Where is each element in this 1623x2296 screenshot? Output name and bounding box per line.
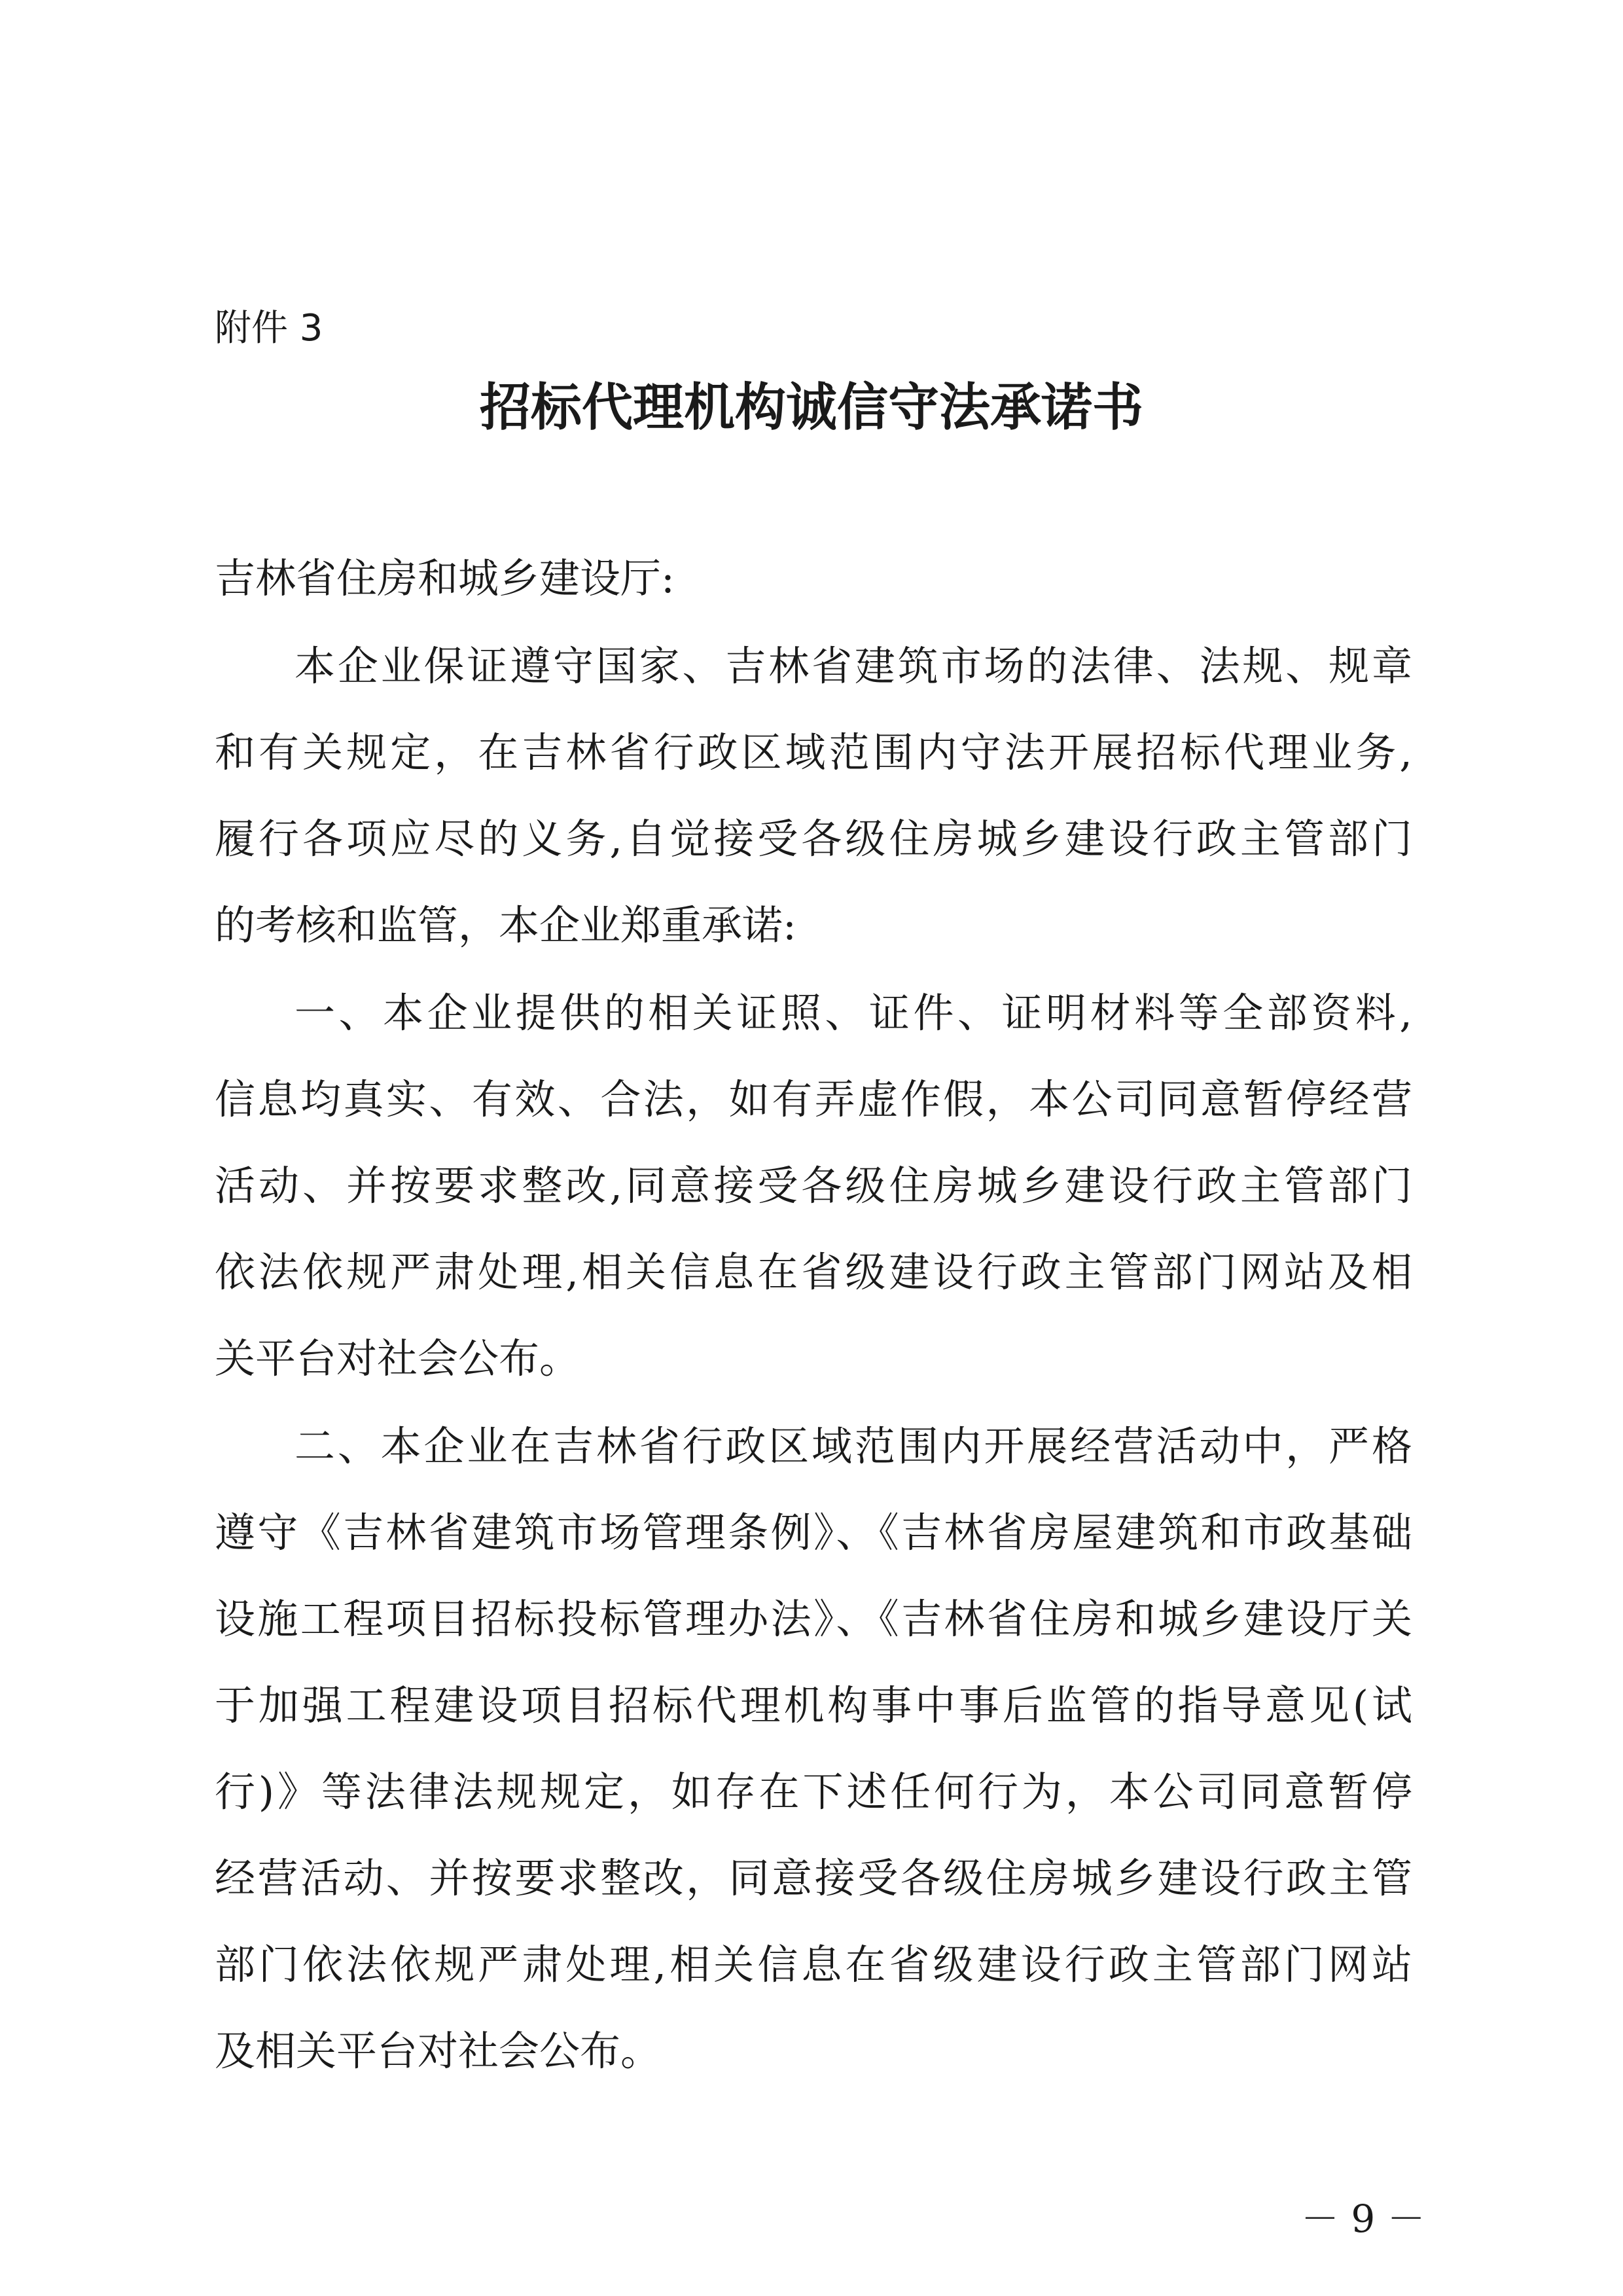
paragraph-line: 一、本企业提供的相关证照、证件、证明材料等全部资料, xyxy=(294,989,1412,1037)
paragraph-line: 遵守《吉林省建筑市场管理条例》、《吉林省房屋建筑和市政基础 xyxy=(215,1509,1412,1556)
paragraph-line: 二、本企业在吉林省行政区域范围内开展经营活动中，严格 xyxy=(294,1422,1412,1470)
paragraph-line: 经营活动、并按要求整改，同意接受各级住房城乡建设行政主管 xyxy=(215,1854,1412,1902)
paragraph-line: 行)》等法律法规规定，如存在下述任何行为，本公司同意暂停 xyxy=(215,1768,1412,1816)
salutation: 吉林省住房和城乡建设厅: xyxy=(215,554,675,602)
paragraph-line: 及相关平台对社会公布。 xyxy=(215,2027,662,2075)
paragraph-line: 于加强工程建设项目招标代理机构事中事后监管的指导意见(试 xyxy=(215,1681,1412,1729)
paragraph-line: 活动、并按要求整改,同意接受各级住房城乡建设行政主管部门 xyxy=(215,1162,1412,1210)
paragraph-line: 依法依规严肃处理,相关信息在省级建设行政主管部门网站及相 xyxy=(215,1248,1412,1296)
paragraph-line: 和有关规定，在吉林省行政区域范围内守法开展招标代理业务, xyxy=(215,728,1412,776)
document-title: 招标代理机构诚信守法承诺书 xyxy=(479,378,1143,437)
paragraph-line: 的考核和监管，本企业郑重承诺: xyxy=(215,901,796,949)
paragraph-line: 履行各项应尽的义务,自觉接受各级住房城乡建设行政主管部门 xyxy=(215,815,1412,863)
paragraph-line: 关平台对社会公布。 xyxy=(215,1335,580,1382)
attachment-label: 附件 3 xyxy=(215,307,323,350)
page-number: － 9 － xyxy=(1301,2197,1425,2241)
paragraph-line: 部门依法依规严肃处理,相关信息在省级建设行政主管部门网站 xyxy=(215,1941,1412,1988)
paragraph-line: 设施工程项目招标投标管理办法》、《吉林省住房和城乡建设厅关 xyxy=(215,1595,1412,1643)
paragraph-line: 信息均真实、有效、合法，如有弄虚作假，本公司同意暂停经营 xyxy=(215,1075,1412,1123)
paragraph-line: 本企业保证遵守国家、吉林省建筑市场的法律、法规、规章 xyxy=(294,642,1412,690)
